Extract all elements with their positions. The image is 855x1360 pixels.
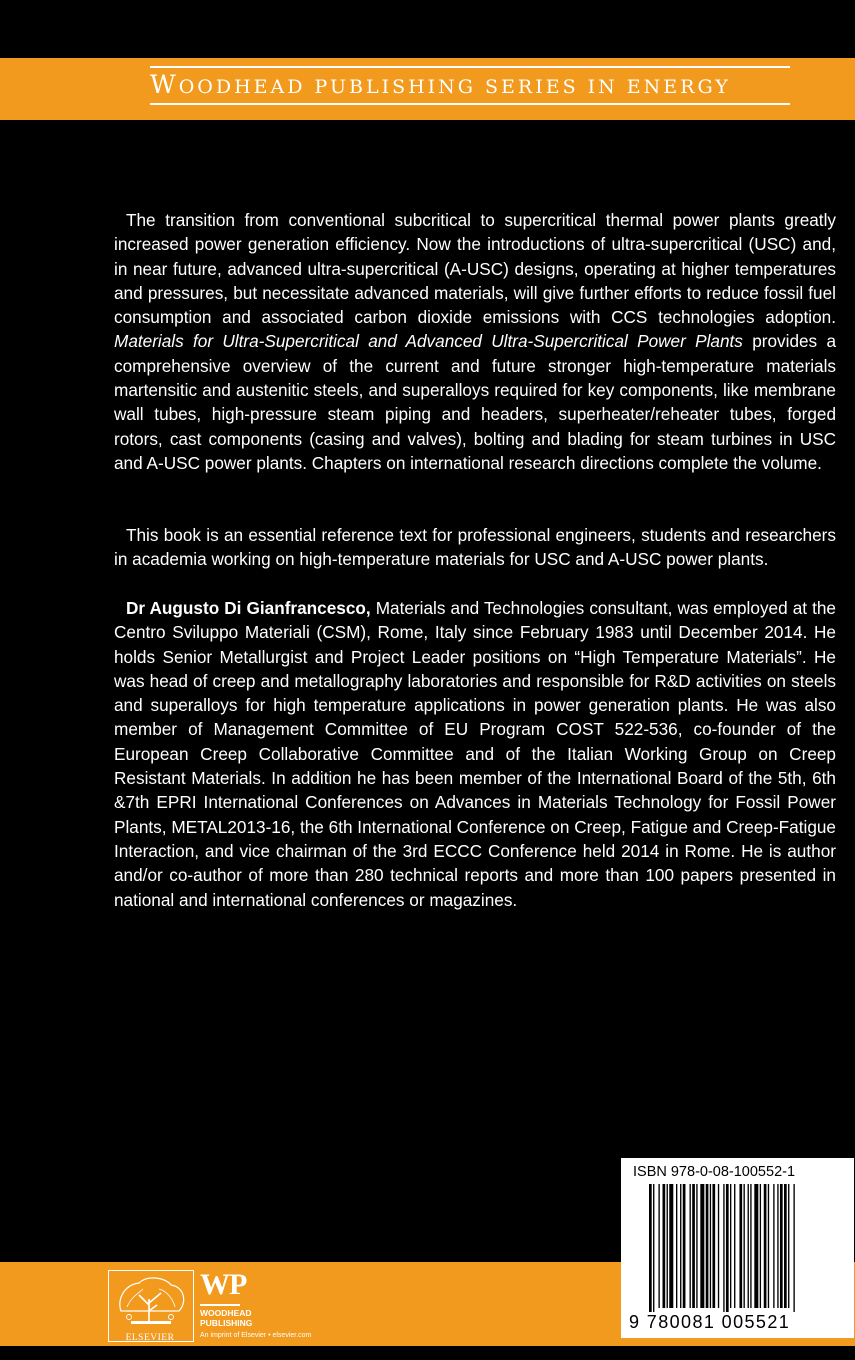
barcode-bar — [764, 1184, 767, 1308]
description-text-a: The transition from conventional subcritical to supercritical thermal power plants greatly increased power generation efficiency. Now the introductions of ultra-supercritical (USC) and, in near future, advanced ultra-supercritical (A-USC) designs, operating at higher temperatures and pressures, but necessitate advanced materials, will give further efforts to reduce fossil fuel consumption and associated carbon dioxide emissions with CCS technologies adoption. — [114, 210, 836, 328]
wp-line-2: PUBLISHING — [200, 1318, 253, 1328]
series-initial: W — [150, 70, 179, 99]
wp-line-1: WOODHEAD — [200, 1308, 252, 1318]
barcode-bar — [683, 1184, 686, 1308]
barcode-bar — [700, 1184, 704, 1308]
barcode-bar — [718, 1184, 719, 1308]
barcode-bar — [768, 1184, 769, 1308]
barcode-bar — [788, 1184, 789, 1308]
barcode-bar — [653, 1184, 654, 1312]
description-paragraph-1 — [114, 208, 836, 475]
barcode-bar — [696, 1184, 697, 1308]
barcode-bar — [667, 1184, 668, 1308]
publisher-logos — [98, 1262, 388, 1346]
elsevier-wordmark: ELSEVIER — [125, 1333, 175, 1343]
barcode-bar — [712, 1184, 715, 1308]
description-text-c: This book is an essential reference text for professional engineers, students and researchers in academia working on high-temperature materials for USC and A-USC power plants. — [114, 525, 836, 570]
author-bio: Materials and Technologies consultant, was employed at the Centro Sviluppo Materiali (CSM), Rome, Italy since February 1983 until December 2014. He holds Senior Metallurgist and Project Leader positions on “High Temperature Materials”. He was head of creep and metallography laboratories and responsible for R&D activities on steels and superalloys for high temperature applications in power generation plants. He was also member of Management Committee of EU Program COST 522-536, co-founder of the European Creep Collaborative Committee and of the Italian Working Group on Creep Resistant Materials. In addition he has been member of the International Board of the 5th, 6th &7th EPRI International Conferences on Advances in Materials Technology for Fossil Power Plants, METAL2013-16, the 6th International Conference on Creep, Fatigue and Creep-Fatigue Interaction, and vice chairman of the 3rd ECCC Conference held 2014 in Rome. He is author and/or co-author of more than 280 technical reports and more than 100 papers presented in national and international conferences or magazines. — [114, 598, 836, 910]
barcode-bar — [793, 1184, 794, 1312]
barcode-bar — [744, 1184, 745, 1308]
barcode-bar — [750, 1184, 751, 1308]
barcode-box — [621, 1158, 854, 1338]
series-top-rule — [150, 66, 790, 68]
barcode-bar — [780, 1184, 783, 1308]
series-title — [150, 70, 790, 99]
barcode-bar — [658, 1184, 659, 1308]
barcode-bar — [710, 1184, 711, 1308]
elsevier-logo — [108, 1270, 194, 1342]
book-title: Materials for Ultra-Supercritical and Advanced Ultra-Supercritical Power Plants — [114, 331, 743, 352]
author-bio-paragraph — [114, 596, 836, 912]
barcode-bar — [723, 1184, 724, 1312]
barcode-bar — [748, 1184, 749, 1308]
description-text-b: provides a comprehensive overview of the current and future stronger high-temperature materials martensitic and austenitic steels, and superalloys required for key components, like membrane wall tubes, high-pressure steam piping and headers, superheater/reheater tubes, forged rotors, cast components (casing and valves), bolting and blading for steam turbines in USC and A-USC power plants. Chapters on international research directions complete the volume. — [114, 331, 836, 473]
ean-digits: 9 780081 005521 — [629, 1312, 791, 1332]
wp-logo-mark: WP — [200, 1268, 247, 1301]
series-band — [0, 58, 855, 120]
barcode-bar — [784, 1184, 787, 1308]
barcode-bar — [669, 1184, 673, 1308]
top-black-strip — [0, 0, 855, 58]
wp-wordmark — [200, 1308, 252, 1328]
barcode-bar — [777, 1184, 778, 1308]
series-rest: OODHEAD PUBLISHING SERIES IN ENERGY — [178, 76, 731, 98]
barcode-bar — [692, 1184, 695, 1308]
barcode-bar — [690, 1184, 691, 1308]
barcode-bar — [676, 1184, 677, 1308]
barcode-bar — [760, 1184, 761, 1308]
barcode-bars — [649, 1184, 839, 1312]
elsevier-tree-icon — [109, 1271, 193, 1329]
author-name: Dr Augusto Di Gianfrancesco, — [126, 598, 371, 618]
barcode-bar — [754, 1184, 758, 1308]
series-bottom-rule — [150, 103, 790, 105]
wp-rule — [200, 1304, 240, 1306]
isbn-label: ISBN 978-0-08-100552-1 — [633, 1164, 796, 1180]
barcode-bar — [663, 1184, 666, 1308]
imprint-line: An imprint of Elsevier • elsevier.com — [200, 1332, 312, 1339]
barcode-bar — [773, 1184, 774, 1308]
description-paragraph-2 — [114, 523, 836, 572]
barcode-bar — [680, 1184, 681, 1308]
barcode-bar — [739, 1184, 742, 1308]
barcode-bar — [734, 1184, 735, 1308]
barcode-bar — [706, 1184, 709, 1308]
barcode-bar — [726, 1184, 729, 1312]
barcode-bar — [730, 1184, 731, 1308]
barcode-bar — [649, 1184, 652, 1312]
